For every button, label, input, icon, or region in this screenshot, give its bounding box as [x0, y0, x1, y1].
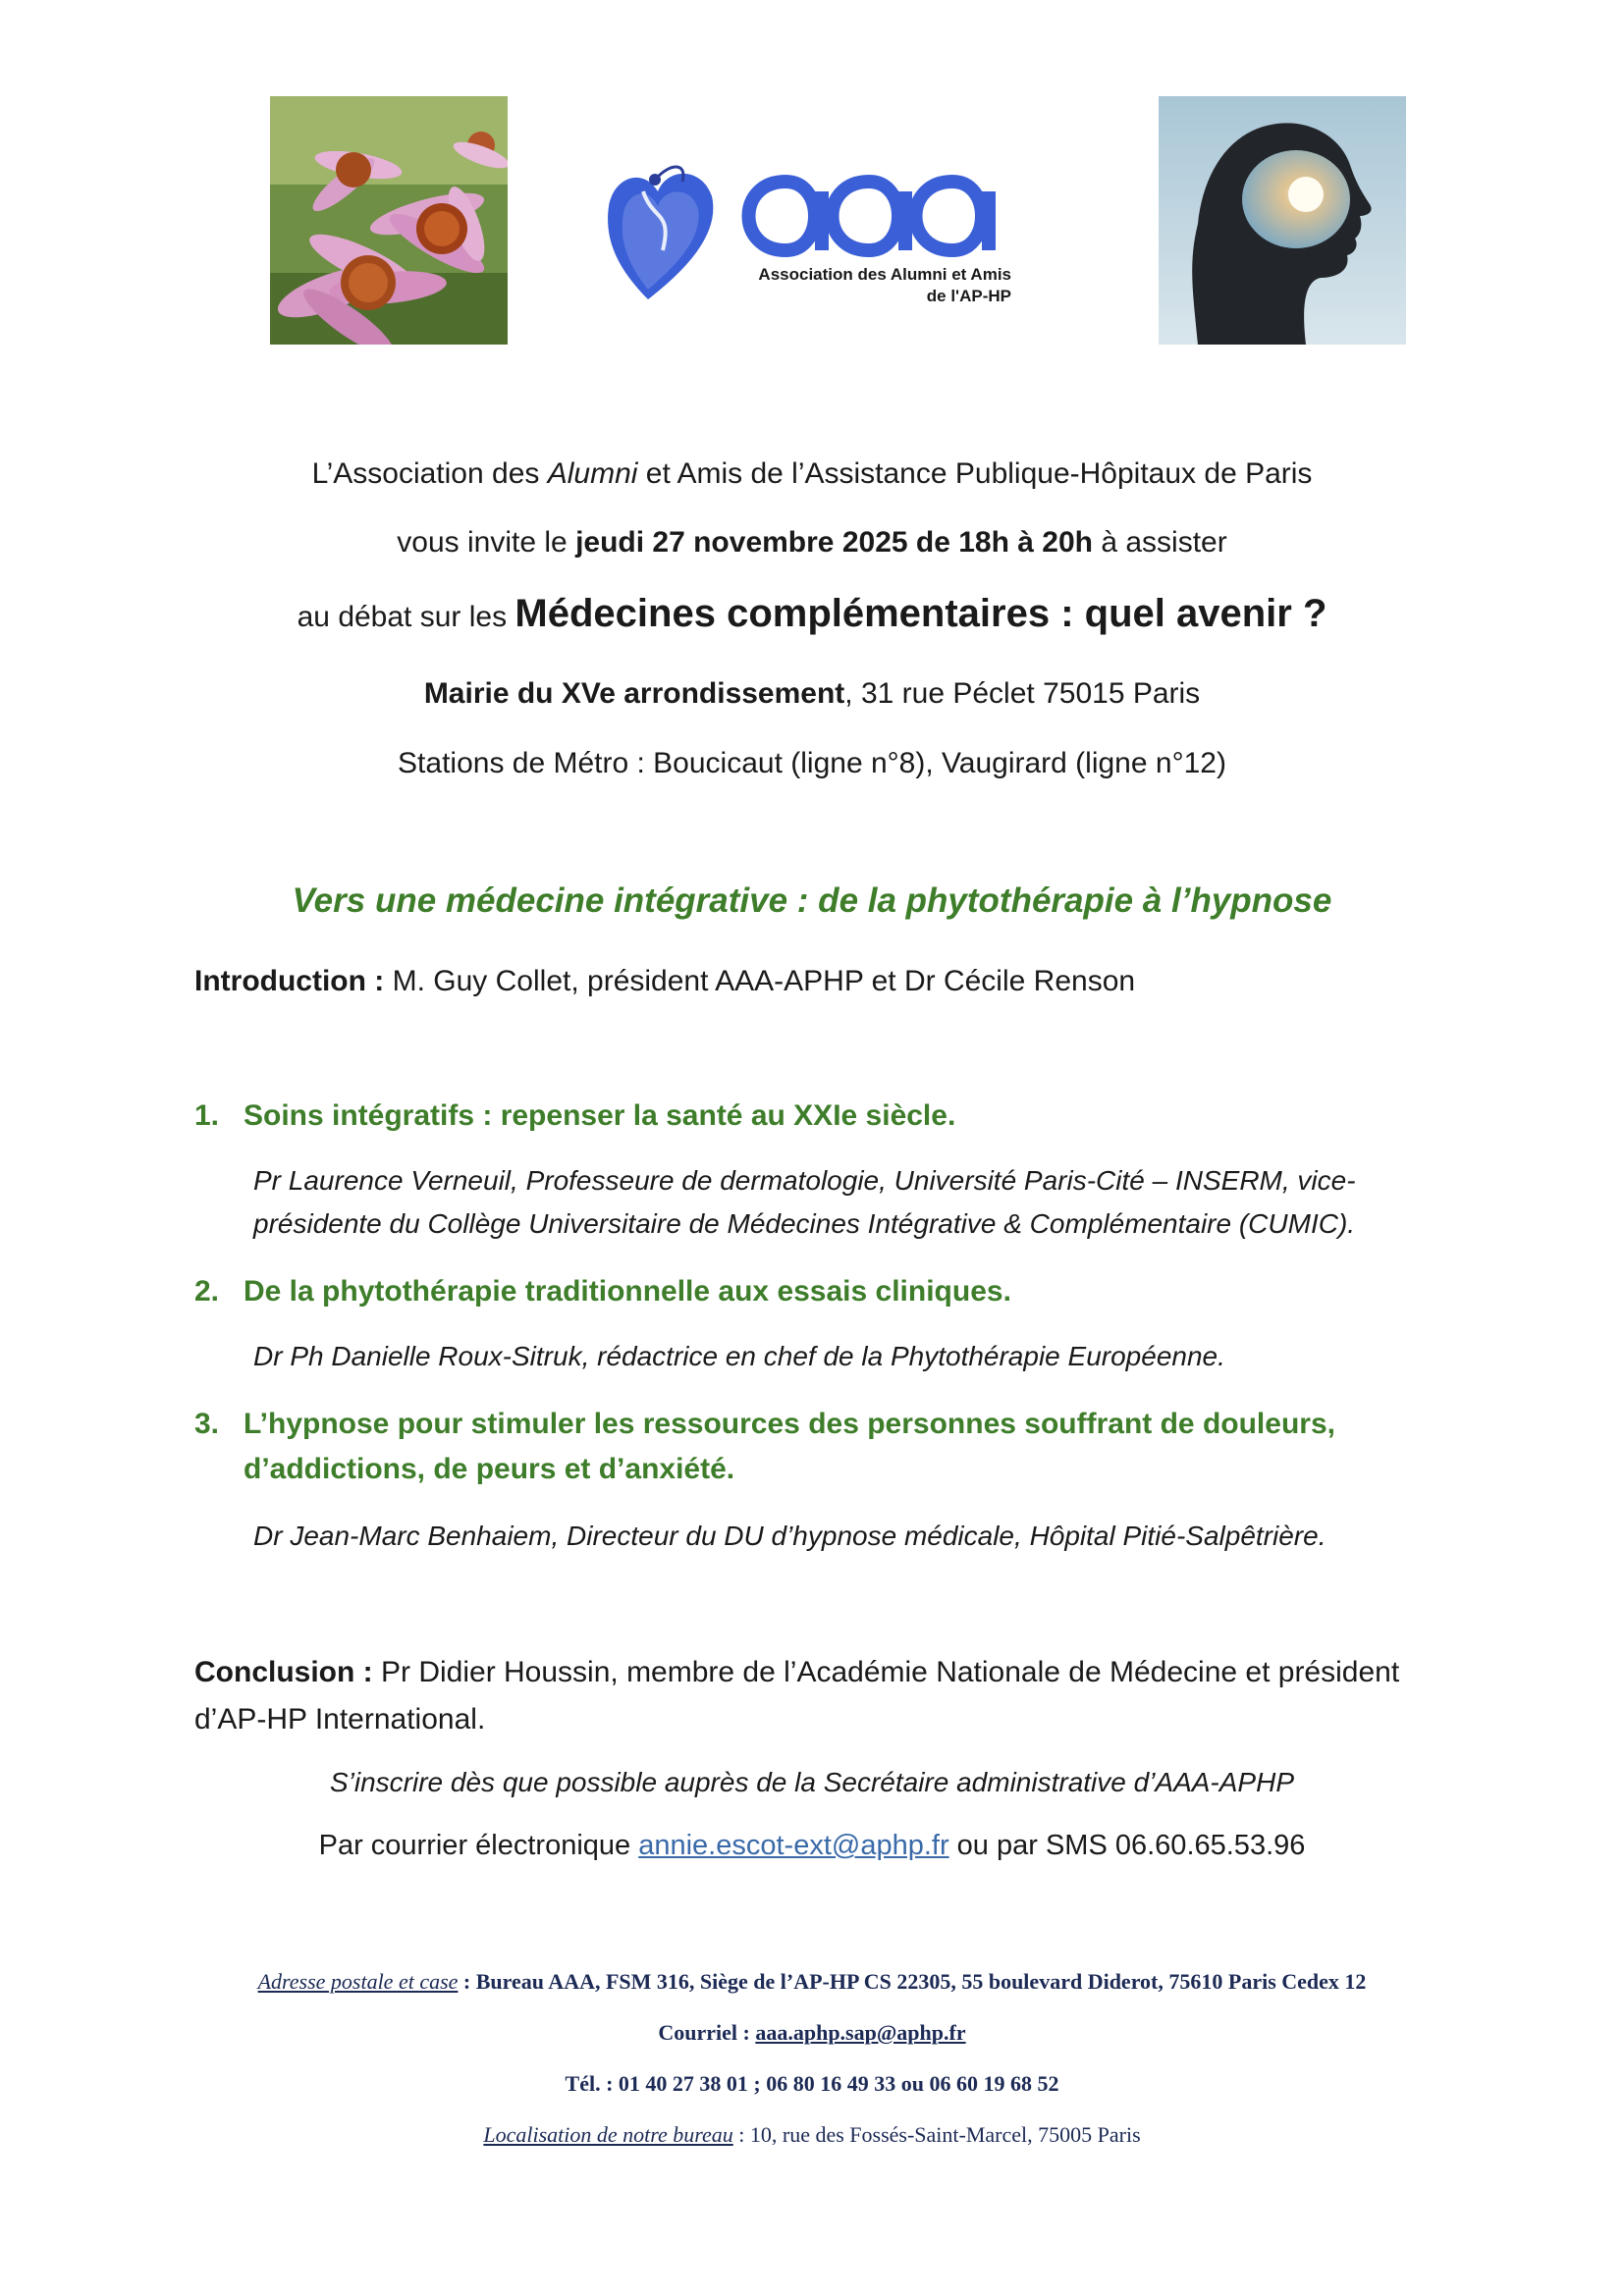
conclusion-line2: d’AP-HP International. [194, 1703, 486, 1735]
item-2-title-text: De la phytothérapie traditionnelle aux essais cliniques. [244, 1275, 1011, 1308]
footer-address-label: Adresse postale et case [257, 1969, 459, 1994]
footer-address-text: : Bureau AAA, FSM 316, Siège de l’AP-HP CS 22305, 55 boulevard Diderot, 75610 Paris Cedex 12 [458, 1969, 1367, 1994]
introduction-text: M. Guy Collet, président AAA-APHP et Dr Cécile Renson [384, 965, 1136, 997]
item-1-speaker [253, 1159, 1356, 1246]
item-2-speaker-line1: Dr Ph Danielle Roux-Sitruk, rédactrice en chef de la Phytothérapie Européenne. [253, 1341, 1225, 1371]
program-item-1-title [194, 1094, 955, 1139]
intro-line1-pre: L’Association des [311, 457, 548, 490]
program-subtitle: Vers une médecine intégrative : de la phytothérapie à l’hypnose [292, 881, 1332, 920]
aaa-logo [604, 152, 1036, 319]
intro-line1-post: et Amis de l’Assistance Publique-Hôpitaux de Paris [637, 457, 1313, 490]
footer-location-label: Localisation de notre bureau [483, 2122, 733, 2147]
footer-phone [0, 2071, 1624, 2097]
intro-line1-em: Alumni [547, 457, 638, 490]
conclusion-label: Conclusion : [194, 1656, 373, 1688]
registration-email-link[interactable]: annie.escot-ext@aphp.fr [638, 1830, 949, 1861]
footer-phone-text: Tél. : 01 40 27 38 01 ; 06 80 16 49 33 ou 06 60 19 68 52 [565, 2071, 1059, 2096]
item-3-speaker-line1: Dr Jean-Marc Benhaiem, Directeur du DU d’hypnose médicale, Hôpital Pitié-Salpêtrière. [253, 1521, 1326, 1551]
event-title: Médecines complémentaires : quel avenir ? [514, 592, 1327, 635]
item-3-speaker [253, 1515, 1326, 1558]
event-datetime: jeudi 27 novembre 2025 de 18h à 20h [575, 526, 1093, 559]
meditation-silhouette-image [1159, 96, 1406, 345]
logo-subtitle-line1: Association des Alumni et Amis [758, 265, 1011, 284]
registration-contact [0, 1830, 1624, 1862]
registration-contact-pre: Par courrier électronique [318, 1830, 639, 1861]
footer-email-link[interactable]: aaa.aphp.sap@aphp.fr [755, 2020, 966, 2045]
footer-location-text: : 10, rue des Fossés-Saint-Marcel, 75005 Paris [732, 2122, 1141, 2147]
item-1-speaker-line1: Pr Laurence Verneuil, Professeure de dermatologie, Université Paris-Cité – INSERM, vice- [253, 1165, 1356, 1196]
intro-line2-pre: vous invite le [397, 526, 576, 559]
conclusion-line1: Pr Didier Houssin, membre de l’Académie Nationale de Médecine et président [372, 1656, 1400, 1688]
item-3-title-line1: L’hypnose pour stimuler les ressources des personnes souffrant de douleurs, [244, 1408, 1335, 1440]
intro-line3-pre: au débat sur les [297, 601, 515, 633]
metro-stations-text: Stations de Métro : Boucicaut (ligne n°8), Vaugirard (ligne n°12) [398, 747, 1226, 779]
introduction-line [194, 958, 1135, 1005]
item-3-number: 3. [194, 1408, 220, 1440]
footer-email [0, 2020, 1624, 2046]
metro-stations [0, 744, 1624, 783]
item-2-speaker [253, 1335, 1225, 1378]
registration-line: S’inscrire dès que possible auprès de la Secrétaire administrative d’AAA-APHP [329, 1767, 1295, 1797]
footer-address [0, 1969, 1624, 1995]
item-3-title-line2: d’addictions, de peurs et d’anxiété. [244, 1453, 735, 1485]
intro-line-venue [0, 674, 1624, 714]
registration-sms: ou par SMS 06.60.65.53.96 [948, 1830, 1306, 1861]
program-item-2-title [194, 1269, 1011, 1314]
item-1-speaker-line2: présidente du Collège Universitaire de Médecines Intégrative & Complémentaire (CUMIC). [253, 1208, 1356, 1239]
venue-name: Mairie du XVe arrondissement [423, 677, 845, 710]
intro-line-invite [0, 523, 1624, 562]
intro-line-debate [0, 594, 1624, 637]
program-item-3-title [194, 1402, 1335, 1492]
footer-location [0, 2122, 1624, 2148]
intro-line2-post: à assister [1092, 526, 1227, 559]
echinacea-flower-image [270, 96, 508, 345]
intro-line-association [0, 454, 1624, 494]
item-2-number: 2. [194, 1275, 220, 1308]
item-1-title-text: Soins intégratifs : repenser la santé au XXIe siècle. [244, 1099, 956, 1132]
conclusion [194, 1649, 1399, 1743]
item-1-number: 1. [194, 1099, 220, 1132]
footer-email-label: Courriel : [658, 2020, 756, 2045]
introduction-label: Introduction : [194, 965, 385, 997]
logo-subtitle-line2: de l'AP-HP [926, 287, 1011, 305]
venue-address: , 31 rue Péclet 75015 Paris [844, 677, 1201, 710]
